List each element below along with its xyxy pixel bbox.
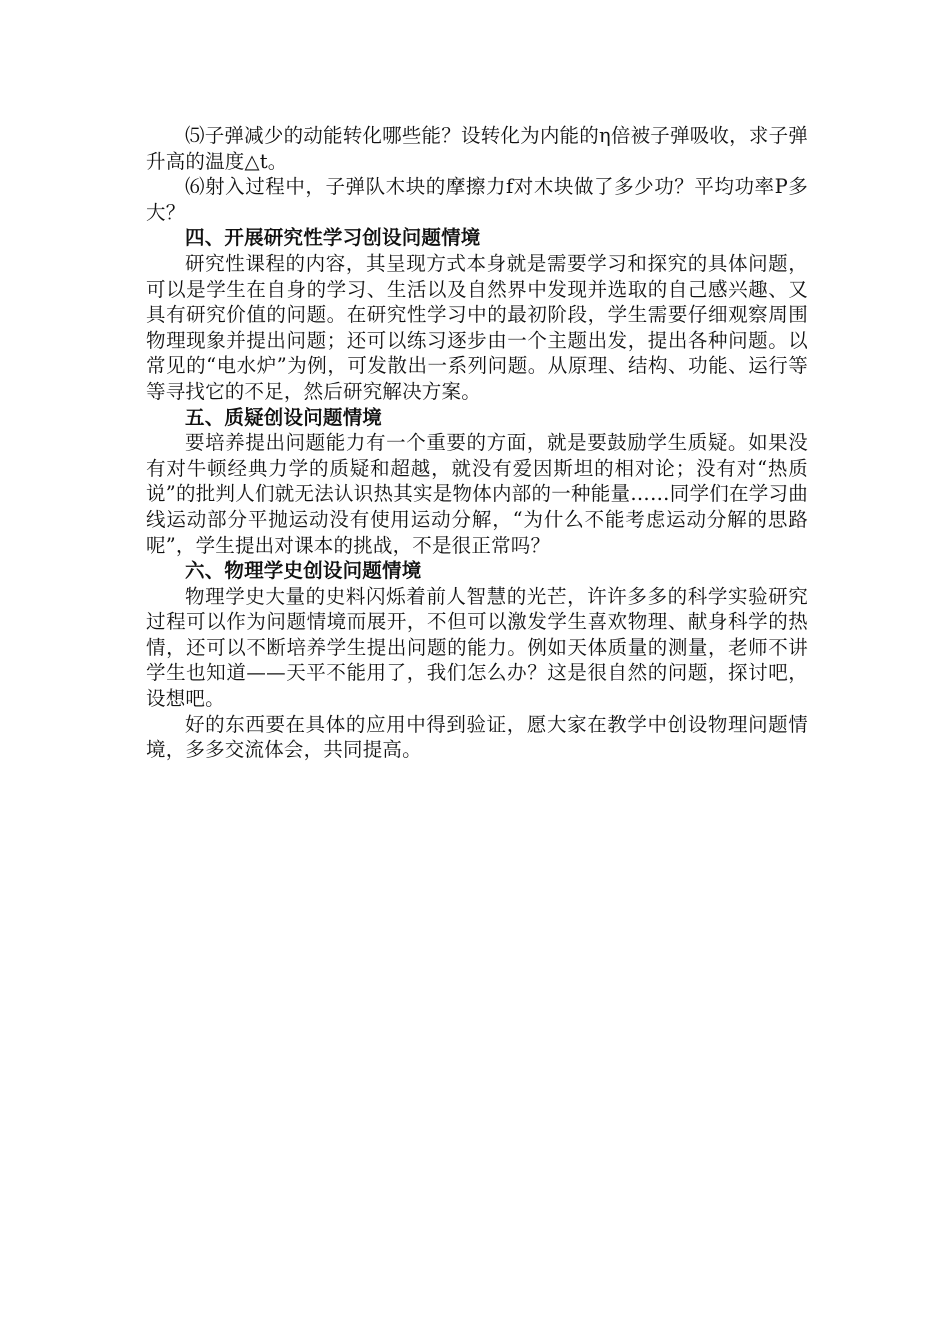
paragraph-conclusion: 好的东西要在具体的应用中得到验证，愿大家在教学中创设物理问题情境，多多交流体会，共同提高。 (146, 712, 808, 762)
paragraph-question-6: ⑹射入过程中，子弹队木块的摩擦力f对木块做了多少功？平均功率P多大？ (146, 175, 808, 224)
paragraph-questioning: 要培养提出问题能力有一个重要的方面，就是要鼓励学生质疑。如果没有对牛顿经典力学的质疑和超越，就没有爱因斯坦的相对论；没有对“热质说”的批判人们就无法认识热其实是物体内部的一种能量……同学们在学习曲线运动部分平抛运动没有使用运动分解，“为什么不能考虑运动分解的思路呢”，学生提出对课本的挑战，不是很正常吗？ (146, 431, 808, 557)
paragraph-research-learning: 研究性课程的内容，其呈现方式本身就是需要学习和探究的具体问题，可以是学生在自身的学习、生活以及自然界中发现并选取的自己感兴趣、又具有研究价值的问题。在研究性学习中的最初阶段，学生需要仔细观察周围物理现象并提出问题；还可以练习逐步由一个主题出发，提出各种问题。以常见的“电水炉”为例，可发散出一系列问题。从原理、结构、功能、运行等等寻找它的不足，然后研究解决方案。 (146, 251, 808, 403)
section-heading-6: 六、物理学史创设问题情境 (185, 559, 422, 583)
document-body (146, 123, 808, 763)
section-heading-4: 四、开展研究性学习创设问题情境 (185, 226, 481, 250)
paragraph-question-5: ⑸子弹减少的动能转化哪些能？设转化为内能的η倍被子弹吸收，求子弹升高的温度△t。 (146, 124, 808, 173)
section-heading-5: 五、质疑创设问题情境 (185, 405, 383, 429)
paragraph-physics-history: 物理学史大量的史料闪烁着前人智慧的光芒，许许多多的科学实验研究过程可以作为问题情境而展开，不但可以激发学生喜欢物理、献身科学的热情，还可以不断培养学生提出问题的能力。例如天体质量的测量，老师不讲学生也知道——天平不能用了，我们怎么办？这是很自然的问题，探讨吧，设想吧。 (146, 584, 808, 711)
